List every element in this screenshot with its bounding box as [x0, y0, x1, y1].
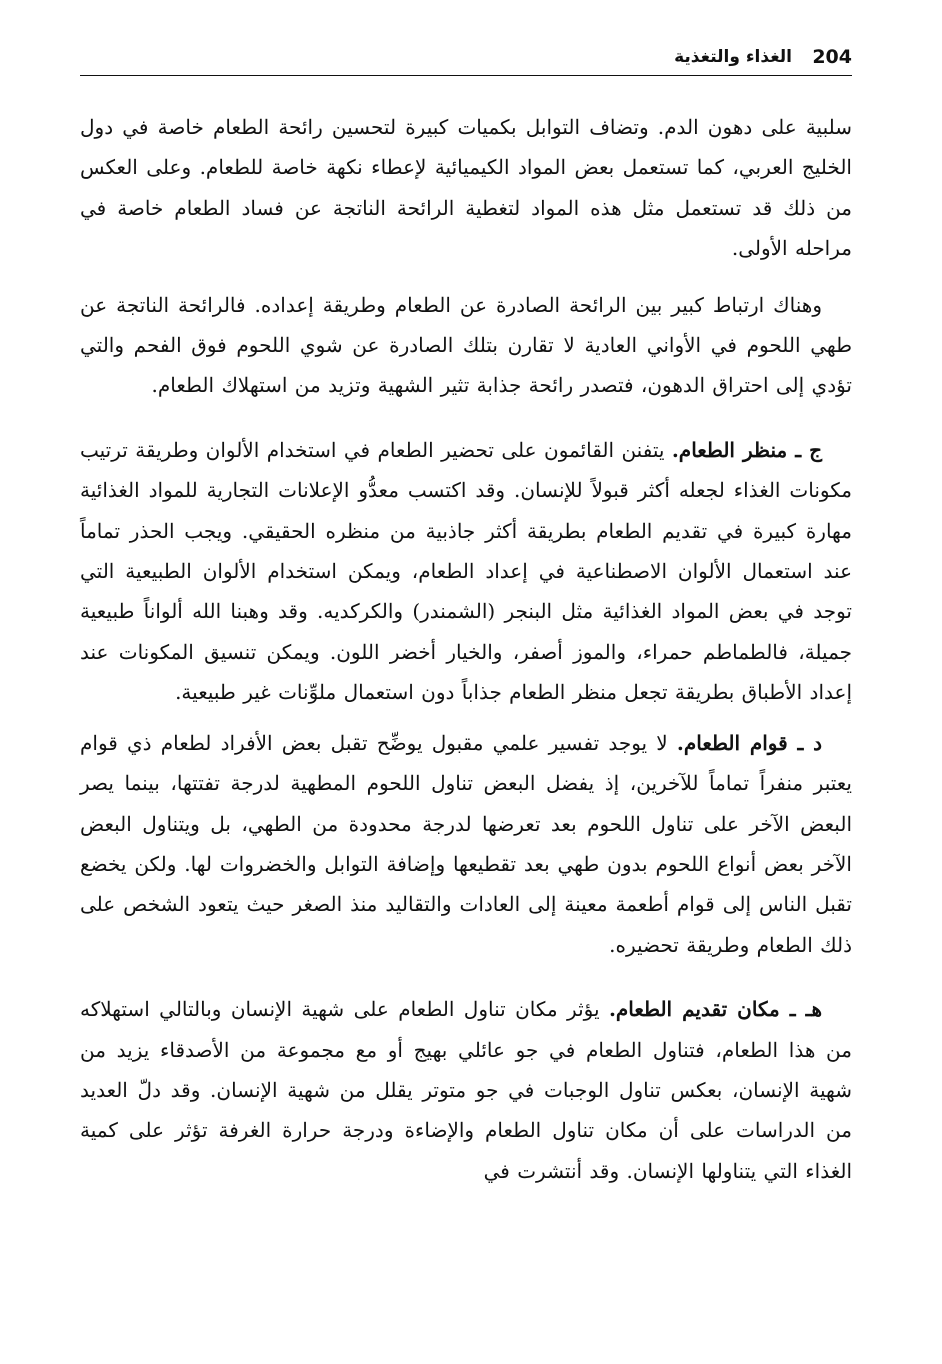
running-title: الغذاء والتغذية [674, 47, 792, 67]
page-header [80, 38, 852, 78]
section-heading: د ـ قوام الطعام. [676, 730, 822, 755]
page-body [80, 107, 852, 1191]
paragraph-text: يتفنن القائمون على تحضير الطعام في استخدام الألوان وطريقة ترتيب مكونات الغذاء لجعله أكثر قبولاً للإنسان. وقد اكتسب معدُّو الإعلانات التجارية للمواد الغذائية مهارة كبيرة في تقديم الطعام بطريقة أكثر جاذبية من منظره الحقيقي. ويجب الحذر تماماً عند استعمال الألوان الاصطناعية في إعداد الطعام، ويمكن استخدام الألوان الطبيعية التي توجد في بعض المواد الغذائية مثل البنجر (الشمندر) والكركديه. وقد وهبنا الله ألواناً طبيعية جميلة، فالطماطم حمراء، والموز أصفر، والخيار أخضر اللون. ويمكن تنسيق المكونات عند إعداد الأطباق بطريقة تجعل منظر الطعام جذاباً دون استعمال ملوِّنات غير طبيعية. [80, 437, 852, 705]
paragraph-text: سلبية على دهون الدم. وتضاف التوابل بكميات كبيرة لتحسين رائحة الطعام خاصة في دول الخليج العربي، كما تستعمل بعض المواد الكيميائية لإعطاء نكهة خاصة للطعام. وعلى العكس من ذلك قد تستعمل مثل هذه المواد لتغطية الرائحة الناتجة عن فساد الطعام خاصة في مراحله الأولى. [80, 115, 852, 261]
paragraph-text: لا يوجد تفسير علمي مقبول يوضِّح تقبل بعض الأفراد لطعام ذي قوام يعتبر منفراً تماماً للآخرين، إذ يفضل البعض تناول اللحوم المطهية لدرجة تفتتها، بينما يصر البعض الآخر على تناول اللحوم بعد تعرضها لدرجة محدودة من الطهي، بل ويتناول البعض الآخر بعض أنواع اللحوم بدون طهي بعد تقطيعها وإضافة التوابل والخضروات لها. ولكن يخضع تقبل الناس إلى قوام أطعمة معينة إلى العادات والتقاليد منذ الصغر حيث يتعود الشخص على ذلك الطعام وطريقة تحضيره. [80, 730, 852, 957]
section-heading: هـ ـ مكان تقديم الطعام. [608, 997, 823, 1022]
paragraph-text: يؤثر مكان تناول الطعام على شهية الإنسان وبالتالي استهلاكه من هذا الطعام، فتناول الطعام في جو عائلي بهيج أو مع مجموعة من الأصدقاء يزيد من شهية الإنسان، بعكس تناول الوجبات في جو متوتر يقلل من شهية الإنسان. وقد دلّ العديد من الدراسات على أن مكان تناول الطعام والإضاءة ودرجة حرارة الغرفة تؤثر على كمية الغذاء التي يتناولها الإنسان. وقد أنتشرت في [80, 997, 852, 1183]
page-number: 204 [812, 46, 852, 68]
paragraph-serving-place [80, 989, 852, 1191]
header-divider [80, 75, 852, 76]
paragraph-text: وهناك ارتباط كبير بين الرائحة الصادرة عن الطعام وطريقة إعداده. فالرائحة الناتجة عن طهي اللحوم في الأواني العادية لا تقارن بتلك الصادرة عن شوي اللحوم فوق الفحم والتي تؤدي إلى احتراق الدهون، فتصدر رائحة جذابة تثير الشهية وتزيد من استهلاك الطعام. [80, 292, 852, 398]
paragraph-food-appearance [80, 430, 852, 713]
section-heading: ج ـ منظر الطعام. [671, 437, 823, 462]
paragraph-food-texture [80, 723, 852, 965]
paragraph-smell-cooking [80, 285, 852, 406]
paragraph-fats-spices [80, 107, 852, 269]
